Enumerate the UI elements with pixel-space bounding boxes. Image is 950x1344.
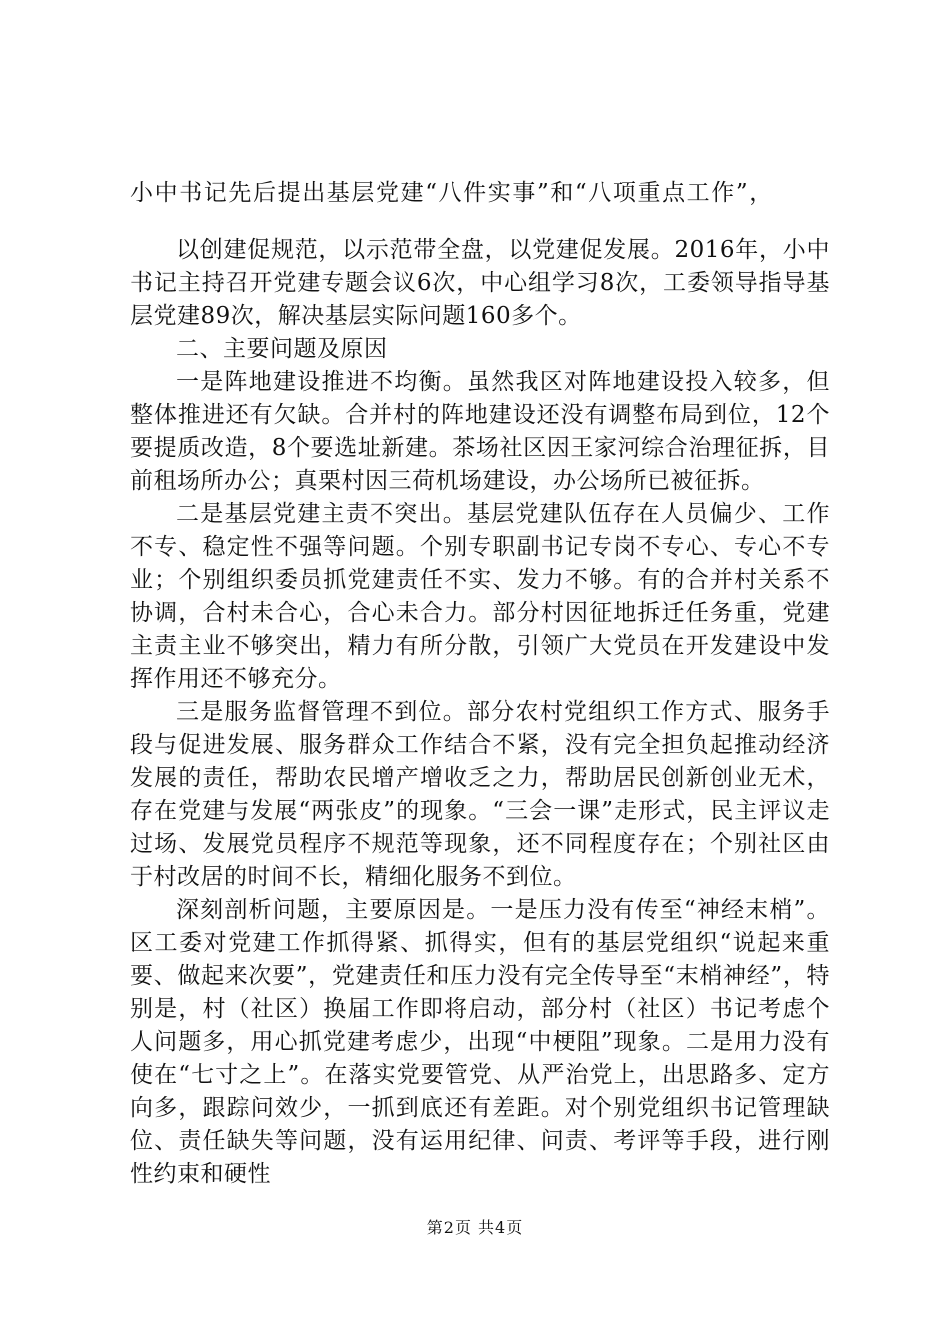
- paragraph-causes: 深刻剖析问题，主要原因是。一是压力没有传至“神经末梢”。区工委对党建工作抓得紧、抓得实，但有的基层党组织“说起来重要、做起来次要”，党建责任和压力没有完全传导至“末梢神经”，特别是，村（社区）换届工作即将启动，部分村（社区）书记考虑个人问题多，用心抓党建考虑少，出现“中梗阻”现象。二是用力没有使在“七寸之上”。在落实党要管党、从严治党上，出思路多、定方向多，跟踪问效少，一抓到底还有差距。对个别党组织书记管理缺位、责任缺失等问题，没有运用纪律、问责、考评等手段，进行刚性约束和硬性: [130, 897, 830, 1187]
- paragraph-achievements: 以创建促规范，以示范带全盘，以党建促发展。2016年，小中书记主持召开党建专题会议6次，中心组学习8次，工委领导指导基层党建89次，解决基层实际问题160多个。: [130, 237, 830, 329]
- section-heading-problems: 二、主要问题及原因: [176, 336, 388, 362]
- page-footer: 第2页 共4页: [426, 1218, 524, 1237]
- document-top-line: 小中书记先后提出基层党建“八件实事”和“八项重点工作”，: [130, 180, 774, 206]
- paragraph-problem-one: 一是阵地建设推进不均衡。虽然我区对阵地建设投入较多，但整体推进还有欠缺。合并村的阵地建设还没有调整布局到位，12个要提质改造，8个要选址新建。茶场社区因王家河综合治理征拆，目前租场所办公；真栗村因三荷机场建设，办公场所已被征拆。: [130, 369, 830, 494]
- paragraph-problem-three: 三是服务监督管理不到位。部分农村党组织工作方式、服务手段与促进发展、服务群众工作结合不紧，没有完全担负起推动经济发展的责任，帮助农民增产增收乏之力，帮助居民创新创业无术，存在党建与发展“两张皮”的现象。“三会一课”走形式，民主评议走过场、发展党员程序不规范等现象，还不同程度存在；个别社区由于村改居的时间不长，精细化服务不到位。: [130, 699, 830, 890]
- paragraph-problem-two: 二是基层党建主责不突出。基层党建队伍存在人员偏少、工作不专、稳定性不强等问题。个别专职副书记专岗不专心、专心不专业；个别组织委员抓党建责任不实、发力不够。有的合并村关系不协调，合村未合心，合心未合力。部分村因征地拆迁任务重，党建主责主业不够突出，精力有所分散，引领广大党员在开发建设中发挥作用还不够充分。: [130, 501, 830, 692]
- document-body: [130, 234, 830, 1191]
